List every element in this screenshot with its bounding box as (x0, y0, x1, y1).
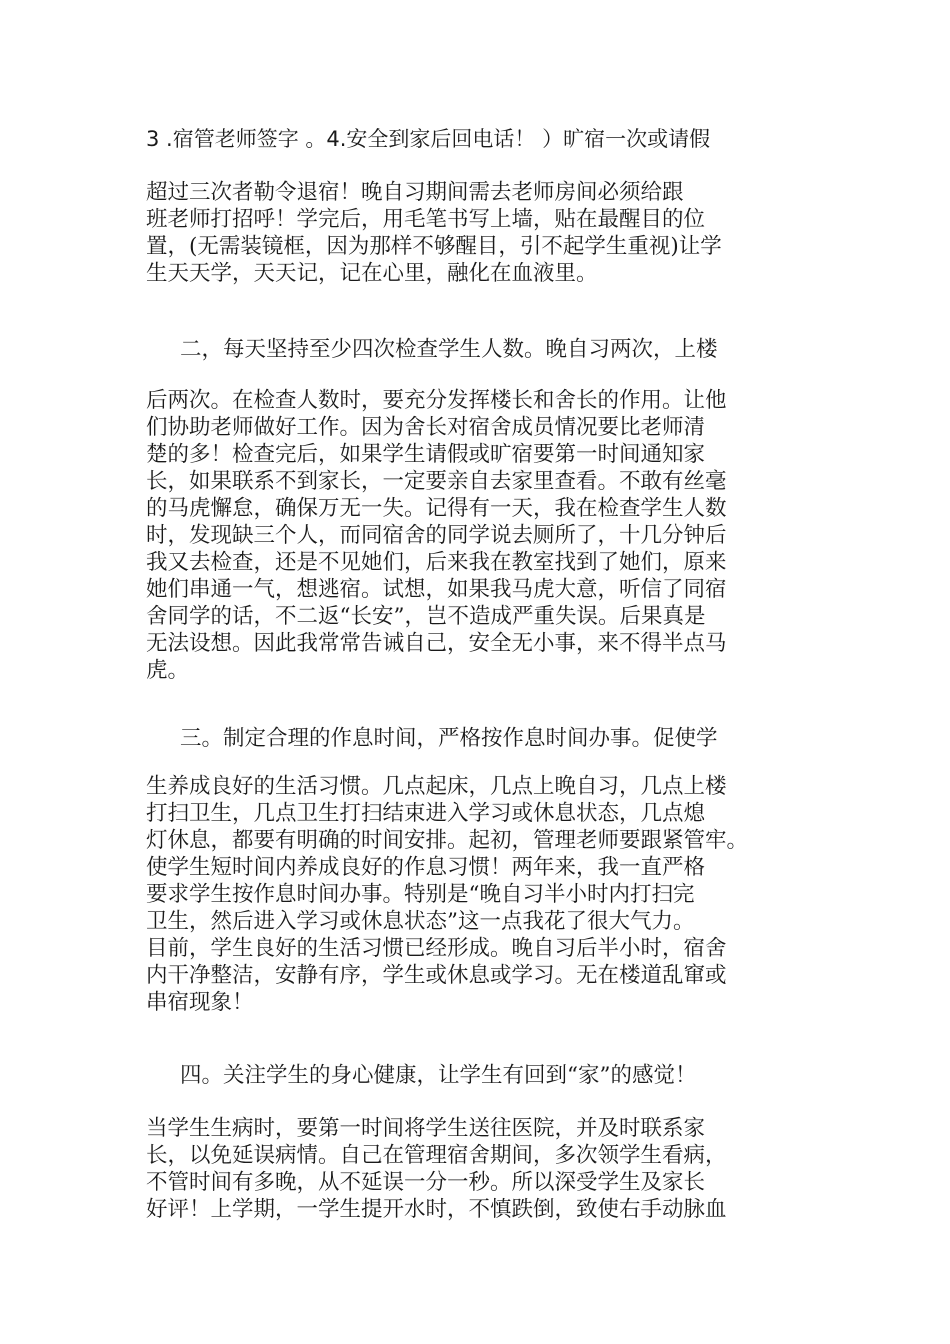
text-line: 3 .宿管老师签字 。4.安全到家后回电话！ ）旷宿一次或请假 (146, 127, 711, 151)
text-line: 长，以免延误病情。自己在管理宿舍期间，多次领学生看病， (146, 1143, 727, 1168)
text-line: 超过三次者勒令退宿！晚自习期间需去老师房间必须给跟 (146, 180, 684, 205)
text-line: 生天天学，天天记，记在心里，融化在血液里。 (146, 261, 598, 286)
text-line: 卫生，然后进入学习或休息状态”这一点我花了很大气力。 (146, 909, 695, 934)
text-line: 舍同学的话，不二返“长安”，岂不造成严重失误。后果真是 (146, 604, 706, 629)
text-line: 置，(无需装镜框，因为那样不够醒目，引不起学生重视)让学 (146, 234, 722, 259)
text-line: 好评！上学期，一学生提开水时，不慎跌倒，致使右手动脉血 (146, 1197, 727, 1222)
text-line: 生养成良好的生活习惯。几点起床，几点上晚自习，几点上楼 (146, 774, 727, 799)
section-heading-4: 四。关注学生的身心健康，让学生有回到“家”的感觉！ (180, 1063, 697, 1088)
text-line: 无法设想。因此我常常告诫自己，安全无小事，来不得半点马 (146, 631, 727, 656)
text-line: 们协助老师做好工作。因为舍长对宿舍成员情况要比老师清 (146, 415, 706, 440)
text-line: 班老师打招呼！学完后，用毛笔书写上墙，贴在最醒目的位 (146, 207, 706, 232)
text-line: 楚的多！检查完后，如果学生请假或旷宿要第一时间通知家 (146, 442, 706, 467)
text-line: 打扫卫生，几点卫生打扫结束进入学习或休息状态，几点熄 (146, 801, 706, 826)
text-line: 的马虎懈怠，确保万无一失。记得有一天，我在检查学生人数 (146, 496, 727, 521)
section-heading-3: 三。制定合理的作息时间，严格按作息时间办事。促使学 (180, 726, 718, 751)
text-line: 使学生短时间内养成良好的作息习惯！两年来，我一直严格 (146, 855, 706, 880)
text-line: 串宿现象！ (146, 990, 254, 1015)
text-line: 目前，学生良好的生活习惯已经形成。晚自习后半小时，宿舍 (146, 936, 727, 961)
text-line: 不管时间有多晚，从不延误一分一秒。所以深受学生及家长 (146, 1170, 706, 1195)
text-line: 要求学生按作息时间办事。特别是“晚自习半小时内打扫完 (146, 882, 695, 907)
text-line: 她们串通一气，想逃宿。试想，如果我马虎大意，听信了同宿 (146, 577, 727, 602)
text-line: 后两次。在检查人数时，要充分发挥楼长和舍长的作用。让他 (146, 388, 727, 413)
text-line: 虎。 (146, 658, 190, 683)
text-line: 当学生生病时，要第一时间将学生送往医院，并及时联系家 (146, 1116, 706, 1141)
text-line: 我又去检查，还是不见她们，后来我在教室找到了她们，原来 (146, 550, 727, 575)
text-line: 灯休息，都要有明确的时间安排。起初，管理老师要跟紧管牢。 (146, 828, 749, 853)
text-line: 长，如果联系不到家长，一定要亲自去家里查看。不敢有丝毫 (146, 469, 727, 494)
section-heading-2: 二，每天坚持至少四次检查学生人数。晚自习两次，上楼 (180, 337, 718, 362)
text-line: 时，发现缺三个人，而同宿舍的同学说去厕所了，十几分钟后 (146, 523, 727, 548)
text-line: 内干净整洁，安静有序，学生或休息或学习。无在楼道乱窜或 (146, 963, 727, 988)
